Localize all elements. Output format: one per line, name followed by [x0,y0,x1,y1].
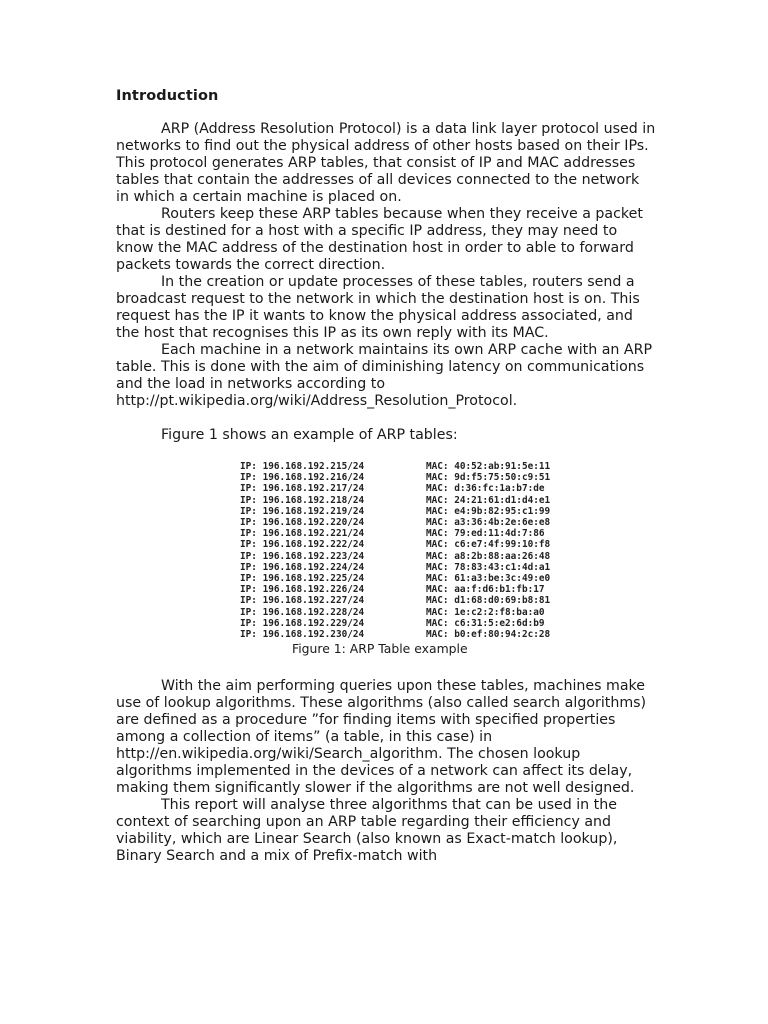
arp-ip-cell: IP: 196.168.192.223/24 [240,550,365,562]
arp-ip-cell: IP: 196.168.192.218/24 [240,494,365,506]
arp-mac-cell: MAC: d1:68:d0:69:b8:81 [426,595,551,607]
figure-arp-table [116,461,656,656]
arp-ip-cell: IP: 196.168.192.226/24 [240,584,365,596]
arp-mac-cell: MAC: a8:2b:88:aa:26:48 [426,550,551,562]
arp-mac-cell: MAC: aa:f:d6:b1:fb:17 [426,584,545,596]
arp-ip-cell: IP: 196.168.192.230/24 [240,629,365,641]
arp-ip-cell: IP: 196.168.192.229/24 [240,617,365,629]
arp-table-row [240,472,656,483]
arp-ip-cell: IP: 196.168.192.227/24 [240,595,365,607]
paragraph-figure-intro: Figure 1 shows an example of ARP tables: [161,427,458,443]
arp-mac-cell: MAC: c6:e7:4f:99:10:f8 [426,539,551,551]
arp-ip-cell: IP: 196.168.192.225/24 [240,573,365,585]
arp-ip-cell: IP: 196.168.192.217/24 [240,483,365,495]
arp-table-row [240,562,656,573]
arp-ip-cell: IP: 196.168.192.215/24 [240,461,365,472]
arp-table [240,461,656,640]
arp-table-row [240,618,656,629]
arp-table-row [240,551,656,562]
paragraph-table-update: In the creation or update processes of these tables, routers send a broadcast request to the network in which the destination host is on. This request has the IP it wants to know the physical address associated, and the host that recognises this IP as its own reply with its MAC. [116,274,640,341]
arp-table-row [240,573,656,584]
paragraph-report-scope: This report will analyse three algorithms that can be used in the context of searching upon an ARP table regarding their efficiency and viability, which are Linear Search (also known as Exact-match lookup), Binary Search and a mix of Prefix-match with [116,797,618,865]
arp-ip-cell: IP: 196.168.192.219/24 [240,505,365,517]
arp-mac-cell: MAC: 24:21:61:d1:d4:e1 [426,494,551,506]
paragraph-routers: Routers keep these ARP tables because when they receive a packet that is destined for a host with a specific IP address, they may need to know the MAC address of the destination host in order to able to forward packets towards the correct direction. [116,206,643,273]
figure-caption: Figure 1: ARP Table example [292,641,468,657]
arp-mac-cell: MAC: 40:52:ab:91:5e:11 [426,461,551,472]
arp-mac-cell: MAC: d:36:fc:1a:b7:de [426,483,545,495]
arp-table-row [240,584,656,595]
arp-ip-cell: IP: 196.168.192.222/24 [240,539,365,551]
arp-ip-cell: IP: 196.168.192.228/24 [240,606,365,618]
paragraph-arp-definition: ARP (Address Resolution Protocol) is a data link layer protocol used in networks to find out the physical address of other hosts based on their IPs. This protocol generates ARP tables, that consist of IP and MAC addresses tables that contain the addresses of all devices connected to the network in which a certain machine is placed on. [116,121,656,205]
arp-mac-cell: MAC: 9d:f5:75:50:c9:51 [426,472,551,484]
arp-ip-cell: IP: 196.168.192.220/24 [240,517,365,529]
arp-mac-cell: MAC: 78:83:43:c1:4d:a1 [426,561,551,573]
paragraph-arp-cache: Each machine in a network maintains its own ARP cache with an ARP table. This is done with the aim of diminishing latency on communications and the load in networks according to http://pt.wikipedia.org/wiki/Address_Resolution_Protocol. [116,342,653,409]
document-page [116,86,656,865]
arp-mac-cell: MAC: 61:a3:be:3c:49:e0 [426,573,551,585]
arp-table-row [240,629,656,640]
arp-mac-cell: MAC: e4:9b:82:95:c1:99 [426,505,551,517]
arp-table-row [240,495,656,506]
arp-ip-cell: IP: 196.168.192.216/24 [240,472,365,484]
arp-mac-cell: MAC: 79:ed:11:4d:7:86 [426,528,545,540]
arp-table-row [240,517,656,528]
arp-ip-cell: IP: 196.168.192.224/24 [240,561,365,573]
arp-table-row [240,461,656,472]
arp-mac-cell: MAC: 1e:c2:2:f8:ba:a0 [426,606,545,618]
arp-table-row [240,506,656,517]
arp-mac-cell: MAC: a3:36:4b:2e:6e:e8 [426,517,551,529]
arp-mac-cell: MAC: c6:31:5:e2:6d:b9 [426,617,545,629]
arp-table-row [240,607,656,618]
arp-table-row [240,595,656,606]
section-heading: Introduction [116,88,219,104]
arp-ip-cell: IP: 196.168.192.221/24 [240,528,365,540]
arp-table-row [240,528,656,539]
arp-mac-cell: MAC: b0:ef:80:94:2c:28 [426,629,551,641]
arp-table-row [240,539,656,550]
arp-table-row [240,483,656,494]
paragraph-lookup-algorithms: With the aim performing queries upon these tables, machines make use of lookup algorithms. These algorithms (also called search algorithms) are defined as a procedure ”for finding items with specified properties among a collection of items” (a table, in this case) in http://en.wikipedia.org/wiki/Search_algorithm. The chosen lookup algorithms implemented in the devices of a network can affect its delay, making them significantly slower if the algorithms are not well designed. [116,678,647,797]
